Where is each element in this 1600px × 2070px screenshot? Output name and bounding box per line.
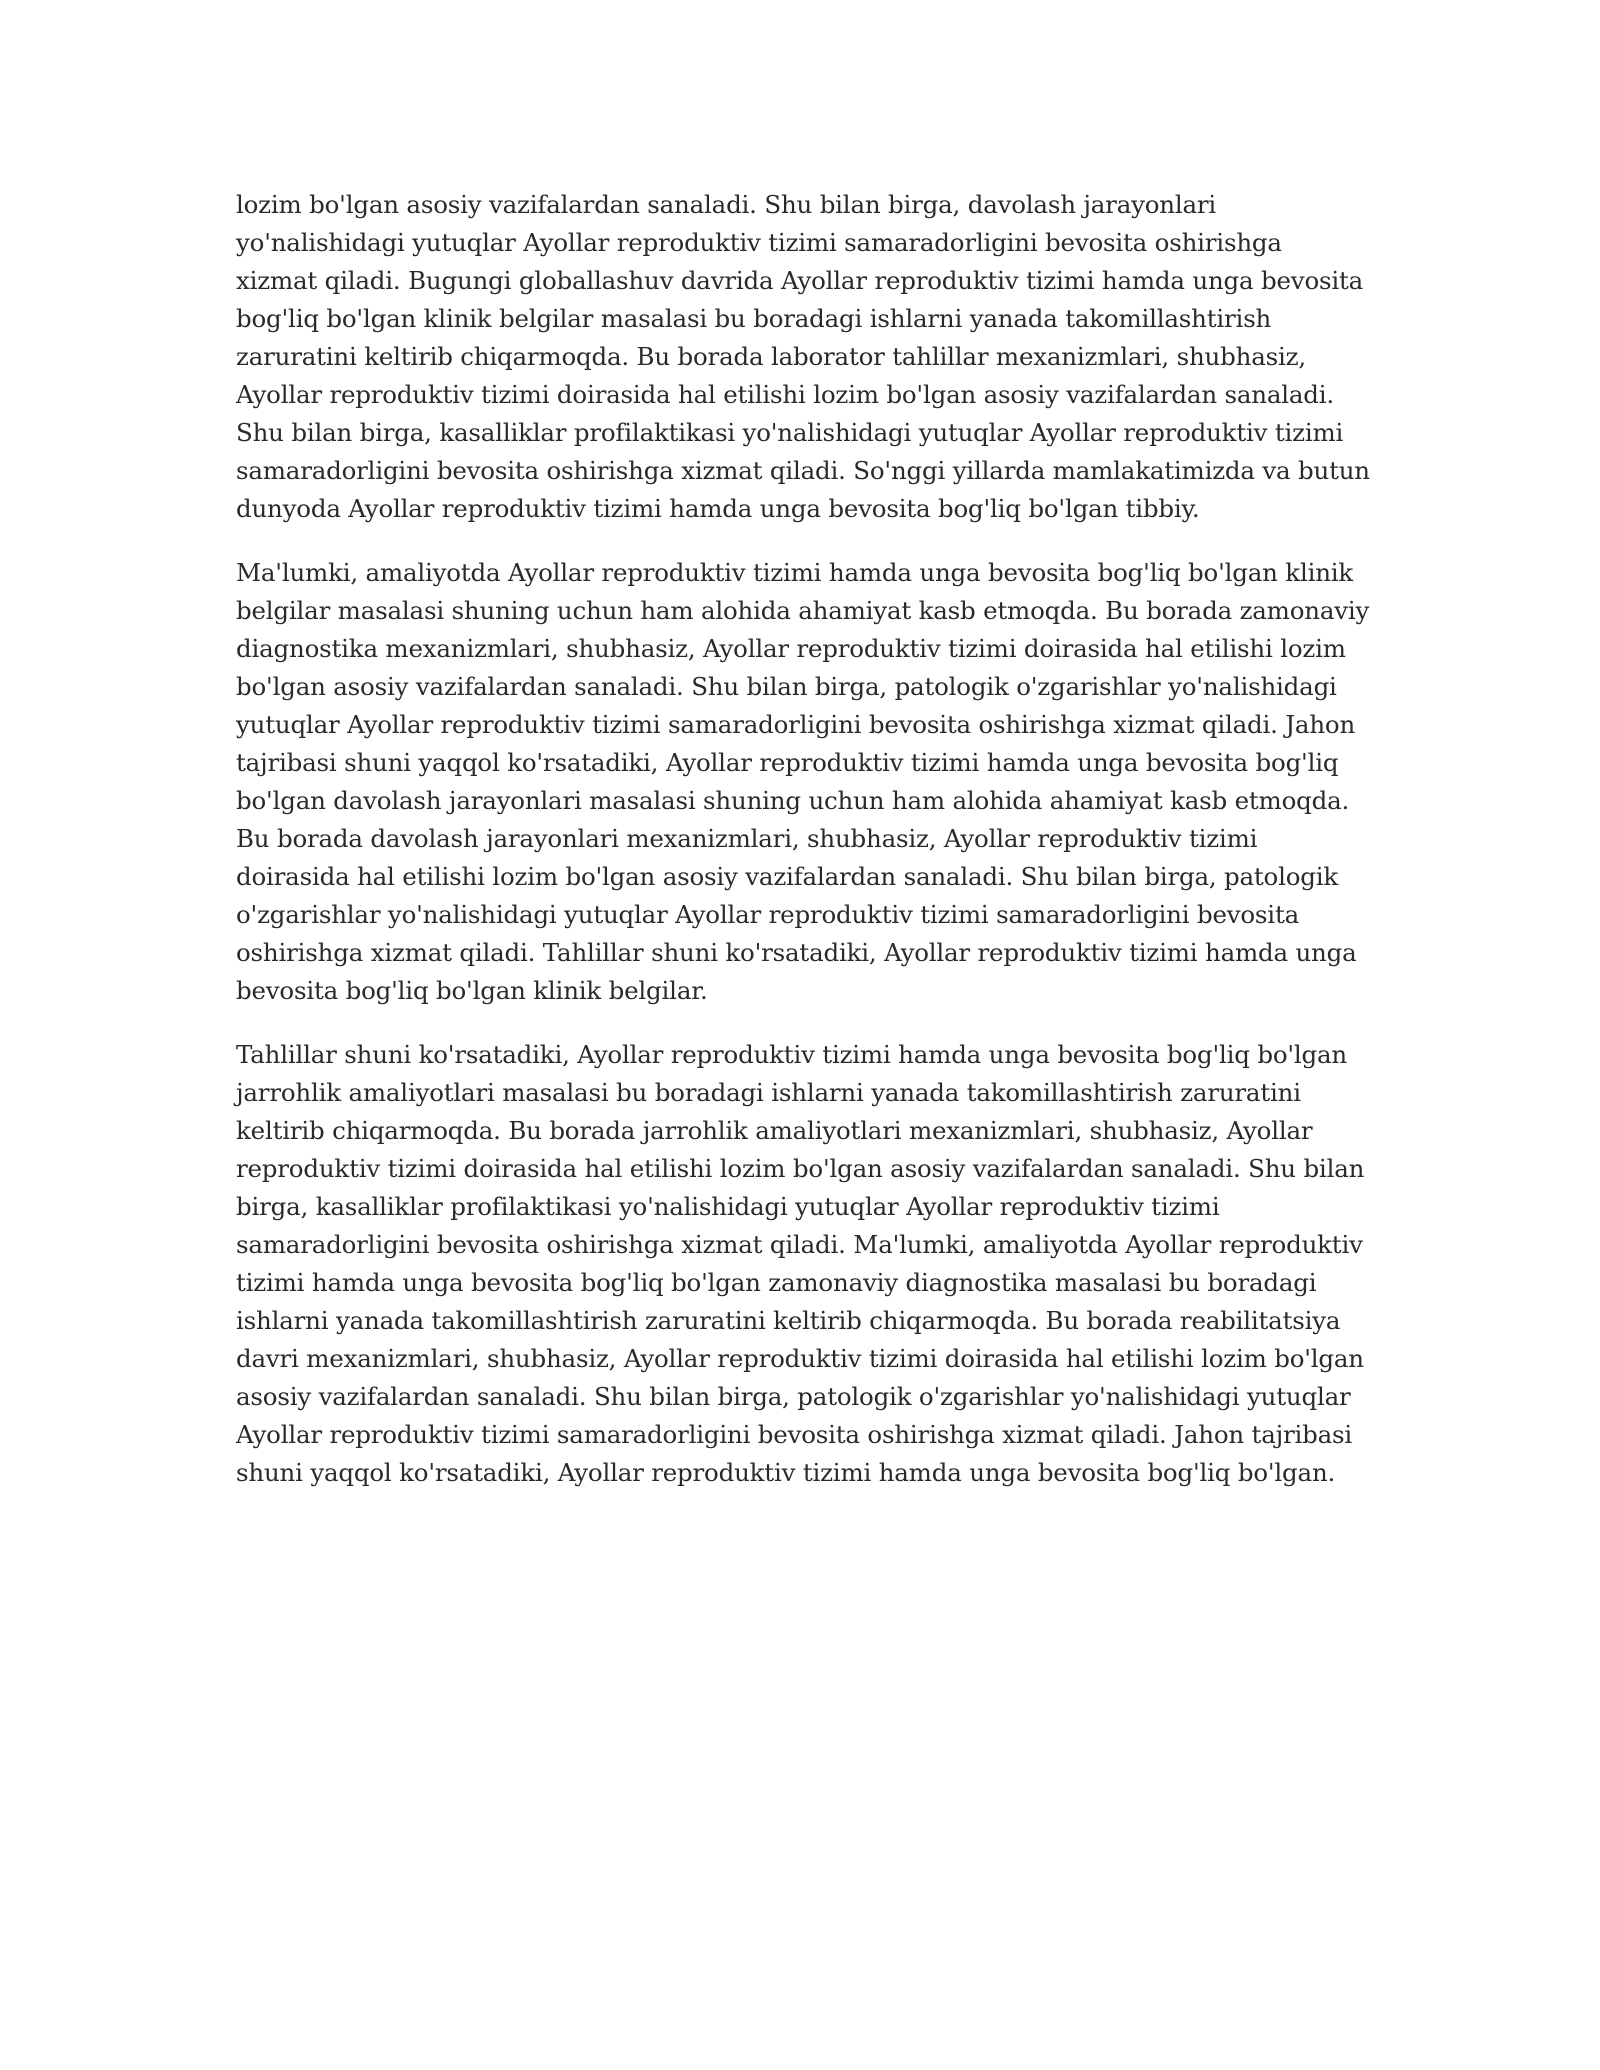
paragraph-1: lozim bo'lgan asosiy vazifalardan sanaladi. Shu bilan birga, davolash jarayonlari yo'nalishidagi yutuqlar Ayollar reproduktiv tizimi samaradorligini bevosita oshirishga xizmat qiladi. Bugungi globallashuv davrida Ayollar reproduktiv tizimi hamda unga bevosita bog'liq bo'lgan klinik belgilar masalasi bu boradagi ishlarni yanada takomillashtirish zaruratini keltirib chiqarmoqda. Bu borada laborator tahlillar mexanizmlari, shubhasiz, Ayollar reproduktiv tizimi doirasida hal etilishi lozim bo'lgan asosiy vazifalardan sanaladi. Shu bilan birga, kasalliklar profilaktikasi yo'nalishidagi yutuqlar Ayollar reproduktiv tizimi samaradorligini bevosita oshirishga xizmat qiladi. So'nggi yillarda mamlakatimizda va butun dunyoda Ayollar reproduktiv tizimi hamda unga bevosita bog'liq bo'lgan tibbiy. (236, 190, 1370, 523)
paragraph-3: Tahlillar shuni ko'rsatadiki, Ayollar reproduktiv tizimi hamda unga bevosita bog'liq bo'lgan jarrohlik amaliyotlari masalasi bu boradagi ishlarni yanada takomillashtirish zaruratini keltirib chiqarmoqda. Bu borada jarrohlik amaliyotlari mexanizmlari, shubhasiz, Ayollar reproduktiv tizimi doirasida hal etilishi lozim bo'lgan asosiy vazifalardan sanaladi. Shu bilan birga, kasalliklar profilaktikasi yo'nalishidagi yutuqlar Ayollar reproduktiv tizimi samaradorligini bevosita oshirishga xizmat qiladi. Ma'lumki, amaliyotda Ayollar reproduktiv tizimi hamda unga bevosita bog'liq bo'lgan zamonaviy diagnostika masalasi bu boradagi ishlarni yanada takomillashtirish zaruratini keltirib chiqarmoqda. Bu borada reabilitatsiya davri mexanizmlari, shubhasiz, Ayollar reproduktiv tizimi doirasida hal etilishi lozim bo'lgan asosiy vazifalardan sanaladi. Shu bilan birga, patologik o'zgarishlar yo'nalishidagi yutuqlar Ayollar reproduktiv tizimi samaradorligini bevosita oshirishga xizmat qiladi. Jahon tajribasi shuni yaqqol ko'rsatadiki, Ayollar reproduktiv tizimi hamda unga bevosita bog'liq bo'lgan. (236, 1040, 1365, 1487)
document-body (236, 186, 1370, 1518)
paragraph-2: Ma'lumki, amaliyotda Ayollar reproduktiv tizimi hamda unga bevosita bog'liq bo'lgan klinik belgilar masalasi shuning uchun ham alohida ahamiyat kasb etmoqda. Bu borada zamonaviy diagnostika mexanizmlari, shubhasiz, Ayollar reproduktiv tizimi doirasida hal etilishi lozim bo'lgan asosiy vazifalardan sanaladi. Shu bilan birga, patologik o'zgarishlar yo'nalishidagi yutuqlar Ayollar reproduktiv tizimi samaradorligini bevosita oshirishga xizmat qiladi. Jahon tajribasi shuni yaqqol ko'rsatadiki, Ayollar reproduktiv tizimi hamda unga bevosita bog'liq bo'lgan davolash jarayonlari masalasi shuning uchun ham alohida ahamiyat kasb etmoqda. Bu borada davolash jarayonlari mexanizmlari, shubhasiz, Ayollar reproduktiv tizimi doirasida hal etilishi lozim bo'lgan asosiy vazifalardan sanaladi. Shu bilan birga, patologik o'zgarishlar yo'nalishidagi yutuqlar Ayollar reproduktiv tizimi samaradorligini bevosita oshirishga xizmat qiladi. Tahlillar shuni ko'rsatadiki, Ayollar reproduktiv tizimi hamda unga bevosita bog'liq bo'lgan klinik belgilar. (236, 558, 1370, 1005)
